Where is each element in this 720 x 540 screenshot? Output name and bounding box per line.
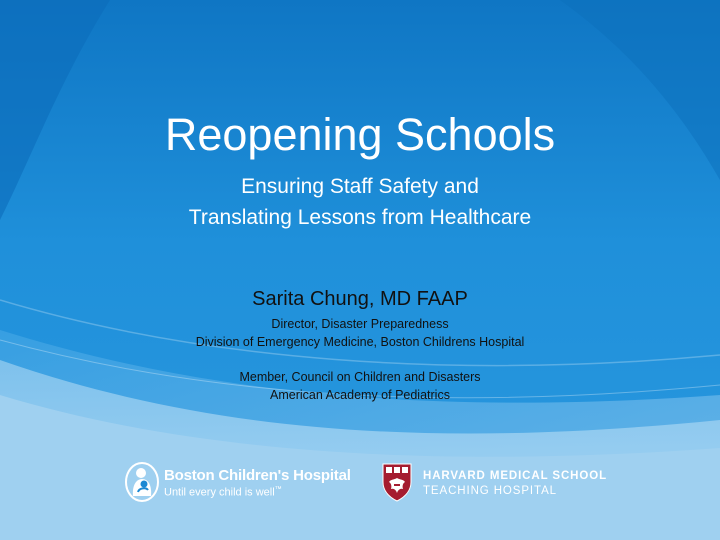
bch-name: Boston Children's Hospital (164, 467, 351, 484)
boston-childrens-logo (124, 462, 364, 502)
role-line-2: Division of Emergency Medicine, Boston Childrens Hospital (195, 335, 525, 349)
harvard-shield-icon (381, 462, 413, 502)
hms-name: HARVARD MEDICAL SCHOOL (423, 470, 608, 482)
member-line-1: Member, Council on Children and Disasters (239, 370, 481, 384)
speaker-affiliations (0, 315, 720, 404)
bch-tagline-text: Until every child is well (164, 486, 275, 499)
subtitle-line-1: Ensuring Staff Safety and (241, 175, 479, 198)
member-line-2: American Academy of Pediatrics (270, 388, 450, 402)
bch-trademark: ™ (274, 486, 282, 493)
role-line-1: Director, Disaster Preparedness (271, 317, 449, 331)
speaker-name: Sarita Chung, MD FAAP (252, 288, 468, 310)
bch-mother-child-icon (124, 462, 160, 502)
slide-title: Reopening Schools (164, 109, 556, 160)
bch-tagline (164, 486, 282, 499)
subtitle-line-2: Translating Lessons from Healthcare (188, 206, 532, 229)
slide-subtitle (0, 171, 720, 233)
hms-subtitle: TEACHING HOSPITAL (423, 485, 557, 497)
harvard-medical-school-logo (381, 462, 621, 502)
